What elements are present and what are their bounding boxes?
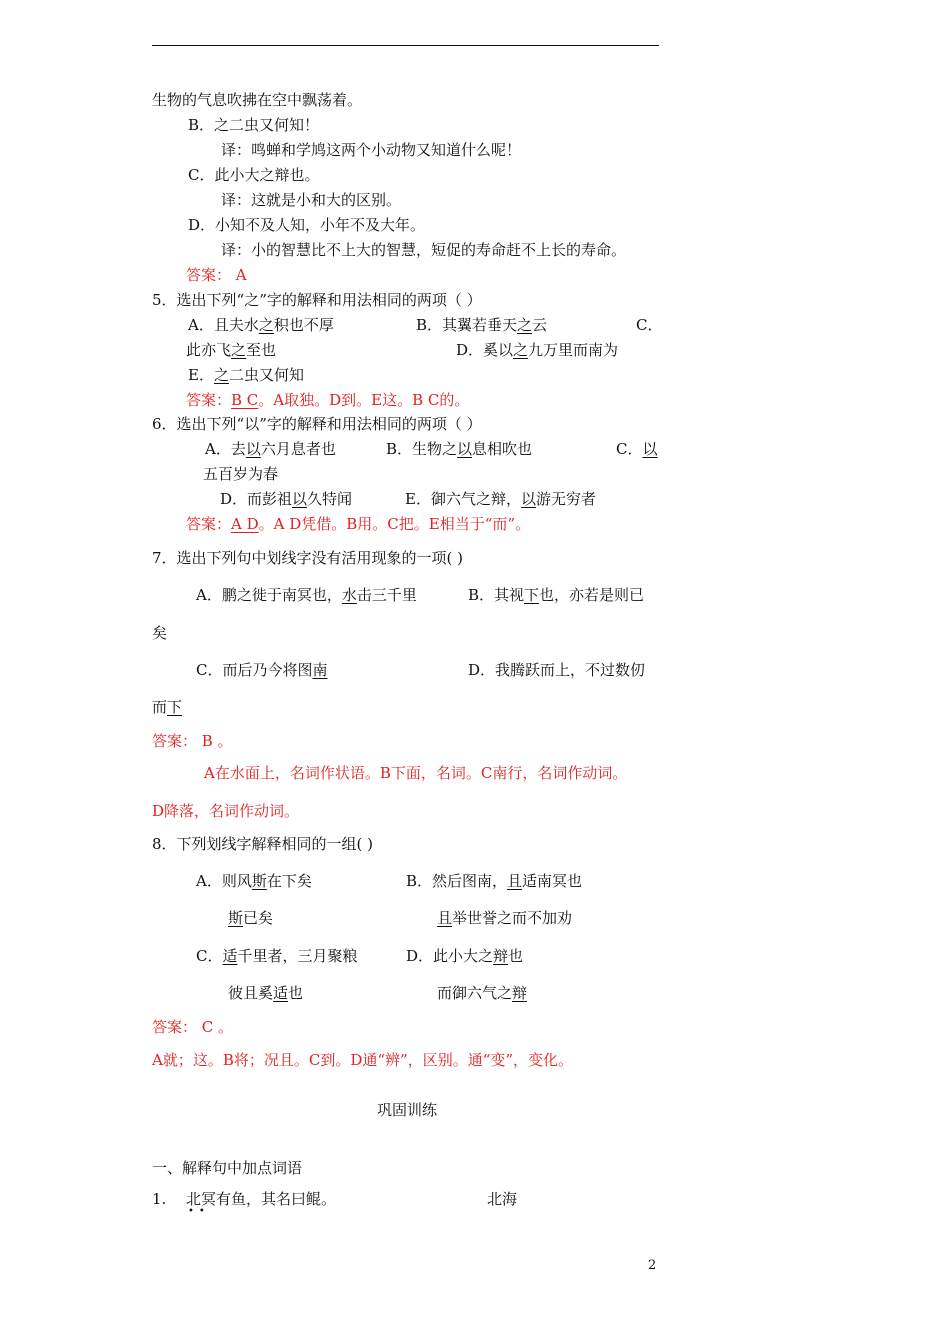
q7-option-d: D．我腾跃而上，不过数仞 bbox=[468, 661, 646, 679]
q8-answer: 答案： C 。 bbox=[152, 1018, 234, 1036]
page-number: 2 bbox=[648, 1258, 657, 1273]
q7-explanation: A在水面上，名词作状语。B下面，名词。C南行，名词作动词。 bbox=[204, 764, 628, 782]
q4-option-d-translation: 译：小的智慧比不上大的智慧，短促的寿命赶不上长的寿命。 bbox=[221, 241, 627, 259]
q8-option-a-line1: A．则风斯在下矣 bbox=[196, 872, 312, 890]
item1-answer: 北海 bbox=[487, 1190, 518, 1208]
q7-option-b: B．其视下也，亦若是则已 bbox=[468, 586, 645, 604]
q8-option-a-line2: 斯已矣 bbox=[228, 909, 274, 927]
emphasis-dots: •• bbox=[188, 1206, 210, 1217]
q5-option-b: B．其翼若垂天之云 bbox=[416, 316, 548, 334]
q7-answer: 答案： B 。 bbox=[152, 732, 233, 750]
q5-option-c-label: C． bbox=[636, 316, 663, 334]
q8-option-b-line1: B．然后图南，且适南冥也 bbox=[406, 872, 583, 890]
q7-option-d-continued: 而下 bbox=[152, 698, 183, 716]
q5-stem: 5．选出下列“之”字的解释和用法相同的两项（ ） bbox=[152, 291, 482, 309]
q6-option-b: B．生物之以息相吹也 bbox=[386, 440, 533, 458]
q8-option-c-line2: 彼且奚适也 bbox=[228, 984, 304, 1002]
q6-option-d: D．而彭祖以久特闻 bbox=[220, 490, 353, 508]
q5-option-a: A．且夫水之积也不厚 bbox=[188, 316, 334, 334]
section-title: 巩固训练 bbox=[377, 1101, 438, 1119]
q6-option-a: A．去以六月息者也 bbox=[205, 440, 336, 458]
q8-option-b-line2: 且举世誉之而不加劝 bbox=[437, 909, 573, 927]
q4-option-d: D．小知不及人知，小年不及大年。 bbox=[188, 216, 426, 234]
q7-stem: 7．选出下列句中划线字没有活用现象的一项( ) bbox=[152, 549, 464, 567]
part1-heading: 一、解释句中加点词语 bbox=[152, 1159, 303, 1177]
q4-text-line: 生物的气息吹拂在空中飘荡着。 bbox=[152, 91, 363, 109]
q4-option-b: B．之二虫又何知！ bbox=[188, 116, 320, 134]
q5-answer: 答案：B C。A取独。D到。E这。B C的。 bbox=[186, 391, 470, 409]
q5-option-d: D．奚以之九万里而南为 bbox=[456, 341, 619, 359]
q5-option-c: 此亦飞之至也 bbox=[186, 341, 277, 359]
q4-option-c: C．此小大之辩也。 bbox=[188, 166, 320, 184]
q6-answer: 答案：A D。A D凭借。B用。C把。E相当于“而”。 bbox=[186, 515, 531, 533]
q8-explanation: A就；这。B将；况且。C到。D通“辨”，区别。通“变”，变化。 bbox=[152, 1051, 574, 1069]
q8-option-c-line1: C．适千里者，三月聚粮 bbox=[196, 947, 358, 965]
q8-option-d-line1: D．此小大之辩也 bbox=[406, 947, 524, 965]
q8-stem: 8．下列划线字解释相同的一组( ) bbox=[152, 835, 374, 853]
q7-explanation-continued: D降落，名词作动词。 bbox=[152, 802, 300, 820]
q5-option-e: E．之二虫又何知 bbox=[188, 366, 304, 384]
q7-option-b-continued: 矣 bbox=[152, 624, 168, 642]
q4-option-c-translation: 译：这就是小和大的区别。 bbox=[221, 191, 402, 209]
q7-option-a: A．鹏之徙于南冥也，水击三千里 bbox=[196, 586, 417, 604]
q6-option-e: E．御六气之辩，以游无穷者 bbox=[405, 490, 596, 508]
item1-sentence: 北冥有鱼，其名曰鲲。 bbox=[186, 1190, 337, 1208]
header-rule bbox=[152, 45, 659, 46]
item1-number: 1. bbox=[152, 1190, 167, 1208]
q8-option-d-line2: 而御六气之辩 bbox=[437, 984, 528, 1002]
q6-option-c-continued: 五百岁为春 bbox=[203, 465, 279, 483]
q6-option-c: C．以 bbox=[616, 440, 658, 458]
q4-option-b-translation: 译：鸣蝉和学鸠这两个小动物又知道什么呢！ bbox=[221, 141, 522, 159]
q4-answer: 答案： A bbox=[186, 266, 247, 284]
q7-option-c: C．而后乃今将图南 bbox=[196, 661, 328, 679]
q6-stem: 6．选出下列“以”字的解释和用法相同的两项（ ） bbox=[152, 415, 482, 433]
